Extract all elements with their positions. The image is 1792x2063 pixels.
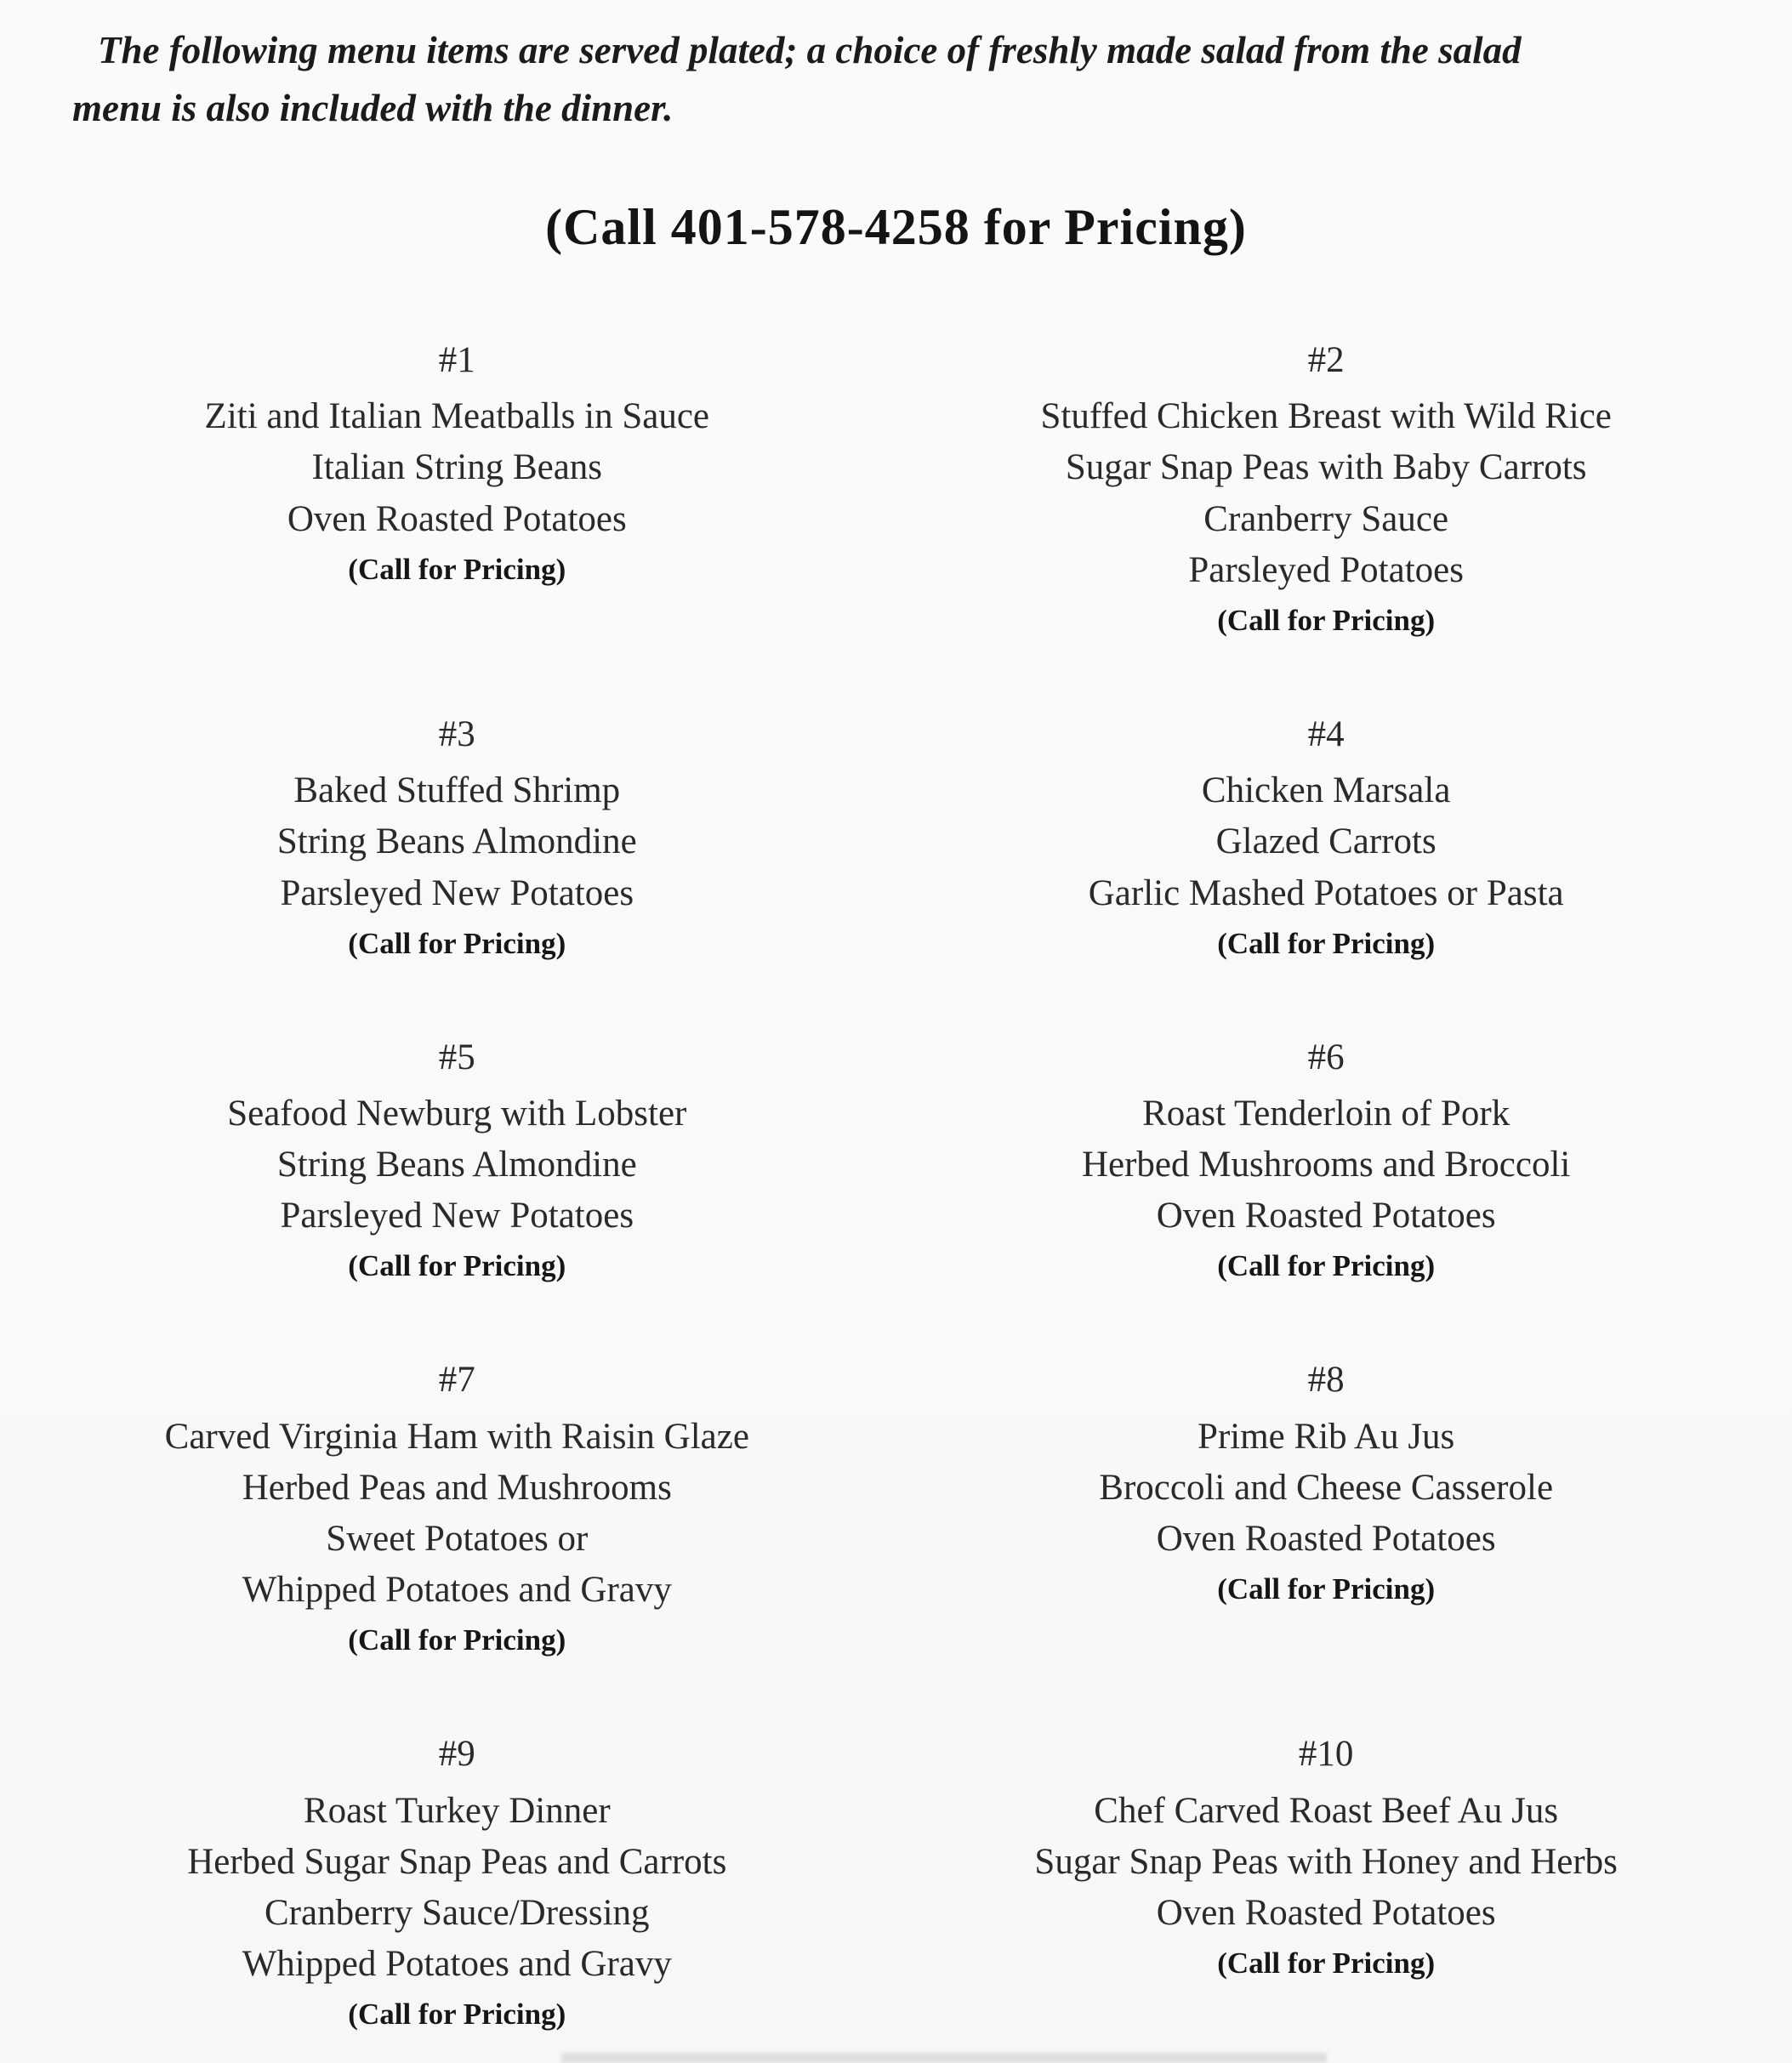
menu-item-lines	[914, 1088, 1738, 1242]
menu-item-line: Herbed Mushrooms and Broccoli	[1081, 1145, 1571, 1185]
menu-item-line: Prime Rib Au Jus	[1198, 1416, 1455, 1457]
menu-item-number: #3	[438, 713, 475, 754]
menu-item-line: Sweet Potatoes or	[326, 1519, 589, 1559]
menu-item	[914, 1355, 1738, 1610]
call-for-pricing-label: (Call for Pricing)	[348, 552, 566, 586]
menu-item-line: Herbed Peas and Mushrooms	[242, 1467, 672, 1508]
menu-item-line: Herbed Sugar Snap Peas and Carrots	[187, 1841, 727, 1882]
menu-item-line: Oven Roasted Potatoes	[1156, 1196, 1496, 1236]
menu-item-line: Ziti and Italian Meatballs in Sauce	[204, 396, 710, 437]
intro-note	[72, 22, 1698, 137]
menu-item-number: #1	[438, 340, 475, 380]
menu-item-line: Carved Virginia Ham with Raisin Glaze	[164, 1416, 749, 1457]
menu-item-line: Oven Roasted Potatoes	[1156, 1892, 1496, 1933]
intro-line: The following menu items are served plated; a choice of freshly made salad from the salad	[98, 29, 1522, 71]
menu-item-line: Broccoli and Cheese Casserole	[1099, 1467, 1554, 1508]
call-for-pricing-label: (Call for Pricing)	[348, 926, 566, 960]
menu-item-number: #9	[438, 1734, 475, 1775]
menu-item	[0, 1355, 914, 1661]
call-for-pricing-label: (Call for Pricing)	[348, 1249, 566, 1283]
menu-item-line: Oven Roasted Potatoes	[1156, 1519, 1496, 1559]
menu-page	[0, 22, 1792, 2063]
menu-item-line: Oven Roasted Potatoes	[287, 498, 627, 539]
menu-item-number: #4	[1307, 713, 1345, 754]
scan-artifact	[561, 2053, 1327, 2063]
menu-item-line: String Beans Almondine	[276, 821, 637, 862]
menu-item-number: #7	[438, 1360, 475, 1401]
pricing-heading: (Call 401-578-4258 for Pricing)	[545, 199, 1247, 255]
menu-item-line: Glazed Carrots	[1215, 821, 1436, 862]
menu-item-line: Whipped Potatoes and Gravy	[242, 1570, 672, 1611]
intro-line: menu is also included with the dinner.	[72, 86, 674, 129]
call-for-pricing-label: (Call for Pricing)	[348, 1623, 566, 1657]
menu-item-line: Roast Tenderloin of Pork	[1142, 1093, 1510, 1134]
menu-item	[0, 1729, 914, 2035]
call-for-pricing-label: (Call for Pricing)	[1217, 603, 1436, 637]
menu-item-lines	[0, 1088, 914, 1242]
menu-item	[914, 335, 1738, 641]
menu-grid	[0, 335, 1792, 2035]
menu-item-line: Cranberry Sauce	[1203, 498, 1449, 539]
call-for-pricing-label: (Call for Pricing)	[1217, 1249, 1436, 1283]
menu-item-line: Sugar Snap Peas with Baby Carrots	[1065, 447, 1587, 488]
menu-item-number: #2	[1307, 340, 1345, 380]
menu-item-number: #8	[1307, 1360, 1345, 1401]
menu-item-line: Italian String Beans	[311, 447, 603, 488]
menu-item	[914, 709, 1738, 964]
call-for-pricing-label: (Call for Pricing)	[348, 1998, 566, 2032]
menu-item	[0, 709, 914, 964]
menu-item-number: #6	[1307, 1037, 1345, 1077]
menu-item-line: Whipped Potatoes and Gravy	[242, 1944, 672, 1985]
menu-item-line: Seafood Newburg with Lobster	[227, 1093, 687, 1134]
menu-item-line: Chicken Marsala	[1201, 770, 1451, 811]
menu-item-lines	[0, 1786, 914, 1991]
menu-item-line: Parsleyed Potatoes	[1188, 549, 1464, 590]
call-for-pricing-label: (Call for Pricing)	[1217, 1946, 1436, 1981]
menu-item-line: Cranberry Sauce/Dressing	[265, 1892, 650, 1933]
menu-item-line: Baked Stuffed Shrimp	[293, 770, 621, 811]
menu-item	[914, 1032, 1738, 1287]
call-for-pricing-label: (Call for Pricing)	[1217, 926, 1436, 960]
menu-item-lines	[914, 391, 1738, 596]
menu-item-line: Sugar Snap Peas with Honey and Herbs	[1034, 1841, 1618, 1882]
menu-item	[0, 335, 914, 590]
menu-item-line: Stuffed Chicken Breast with Wild Rice	[1040, 396, 1612, 437]
menu-item-lines	[914, 1412, 1738, 1566]
menu-item-line: Chef Carved Roast Beef Au Jus	[1094, 1790, 1559, 1831]
menu-item-number: #10	[1298, 1734, 1354, 1775]
menu-item-lines	[0, 391, 914, 545]
call-for-pricing-label: (Call for Pricing)	[1217, 1572, 1436, 1606]
menu-item-number: #5	[438, 1037, 475, 1077]
menu-item-lines	[914, 1786, 1738, 1940]
menu-item	[0, 1032, 914, 1287]
menu-item-line: String Beans Almondine	[276, 1145, 637, 1185]
menu-item-line: Garlic Mashed Potatoes or Pasta	[1088, 872, 1564, 913]
menu-item-line: Parsleyed New Potatoes	[280, 872, 634, 913]
menu-item-line: Parsleyed New Potatoes	[280, 1196, 634, 1236]
menu-item-lines	[914, 765, 1738, 919]
menu-item-lines	[0, 1412, 914, 1617]
menu-item	[914, 1729, 1738, 1984]
menu-item-lines	[0, 765, 914, 919]
menu-item-line: Roast Turkey Dinner	[303, 1790, 611, 1831]
